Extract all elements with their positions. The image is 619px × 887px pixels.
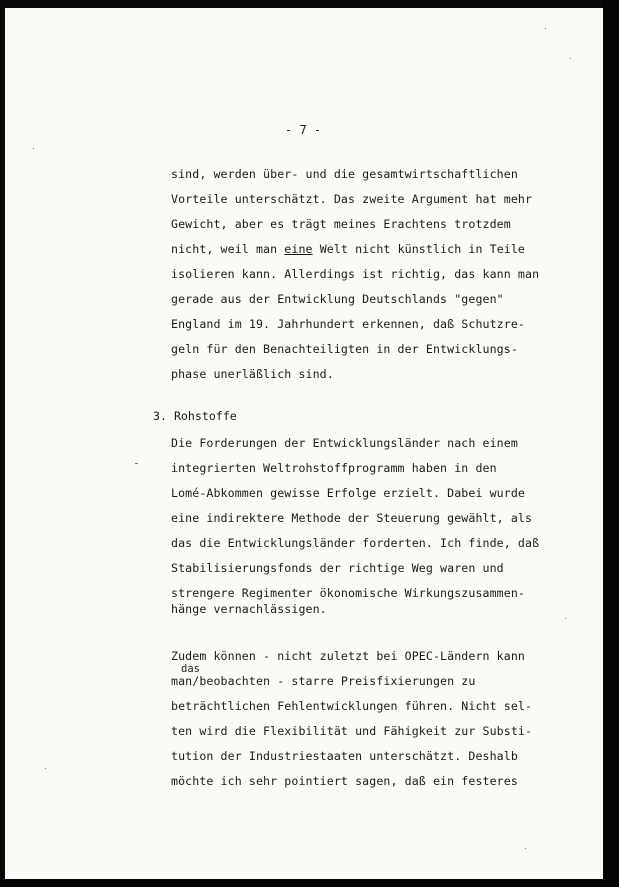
paragraph-2-line-4: eine indirektere Methode der Steuerung gewählt, als	[171, 511, 533, 525]
scan-border-bottom	[0, 879, 619, 887]
paragraph-1-line-1: sind, werden über- und die gesamtwirtschaftlichen	[171, 167, 518, 181]
paragraph-3-line-5: tution der Industriestaaten unterschätzt. Deshalb	[171, 749, 518, 763]
line-4-end: Welt nicht künstlich in Teile	[312, 242, 526, 256]
section-heading	[153, 409, 237, 423]
paragraph-1-line-2: Vorteile unterschätzt. Das zweite Argument hat mehr	[171, 192, 533, 206]
line-4-start: nicht, weil man	[171, 242, 285, 256]
scan-speck	[135, 463, 138, 464]
scan-border-right	[603, 0, 619, 887]
page-number: - 7 -	[285, 123, 322, 137]
scan-speck	[33, 148, 34, 149]
paragraph-1-line-7: England im 19. Jahrhundert erkennen, daß Schutzre-	[171, 317, 526, 331]
paragraph-1-line-4	[171, 242, 525, 256]
paragraph-2-line-7: strengere Regimenter ökonomische Wirkungszusammen-	[171, 586, 526, 600]
paragraph-3-line-3: beträchtlichen Fehlentwicklungen führen. Nicht sel-	[171, 699, 533, 713]
paragraph-1-line-6: gerade aus der Entwicklung Deutschlands "gegen"	[171, 292, 504, 306]
paragraph-2-line-1: Die Forderungen der Entwicklungsländer nach einem	[171, 436, 518, 450]
paragraph-2-line-5: das die Entwicklungsländer forderten. Ich finde, daß	[171, 536, 540, 550]
paragraph-3-line-6: möchte ich sehr pointiert sagen, daß ein festeres	[171, 774, 518, 788]
section-number: 3.	[153, 409, 167, 423]
section-title: Rohstoffe	[173, 409, 237, 423]
underlined-word-eine: eine	[284, 242, 313, 256]
scan-speck	[565, 618, 566, 619]
scan-speck	[545, 28, 546, 29]
paragraph-3-line-1: Zudem können - nicht zuletzt bei OPEC-Ländern kann	[171, 649, 526, 663]
paragraph-2-line-6: Stabilisierungsfonds der richtige Weg waren und	[171, 561, 504, 575]
paragraph-2-line-8: hänge vernachlässigen.	[171, 602, 327, 616]
paragraph-3-line-4: ten wird die Flexibilität und Fähigkeit zur Substi-	[171, 724, 533, 738]
handwritten-insertion: das	[181, 663, 200, 675]
document-page	[5, 8, 603, 879]
paragraph-2-line-3: Lomé-Abkommen gewisse Erfolge erzielt. Dabei wurde	[171, 486, 526, 500]
paragraph-1-line-3: Gewicht, aber es trägt meines Erachtens trotzdem	[171, 217, 511, 231]
paragraph-1-line-5: isolieren kann. Allerdings ist richtig, das kann man	[171, 267, 540, 281]
paragraph-3-line-2: man/beobachten - starre Preisfixierungen zu	[171, 674, 476, 688]
scan-speck	[570, 58, 571, 59]
scan-speck	[525, 848, 526, 849]
scan-speck	[45, 768, 46, 769]
paragraph-1-line-8: geln für den Benachteiligten in der Entwicklungs-	[171, 342, 518, 356]
paragraph-1-line-9: phase unerläßlich sind.	[171, 367, 334, 381]
paragraph-2-line-2: integrierten Weltrohstoffprogramm haben in den	[171, 461, 497, 475]
